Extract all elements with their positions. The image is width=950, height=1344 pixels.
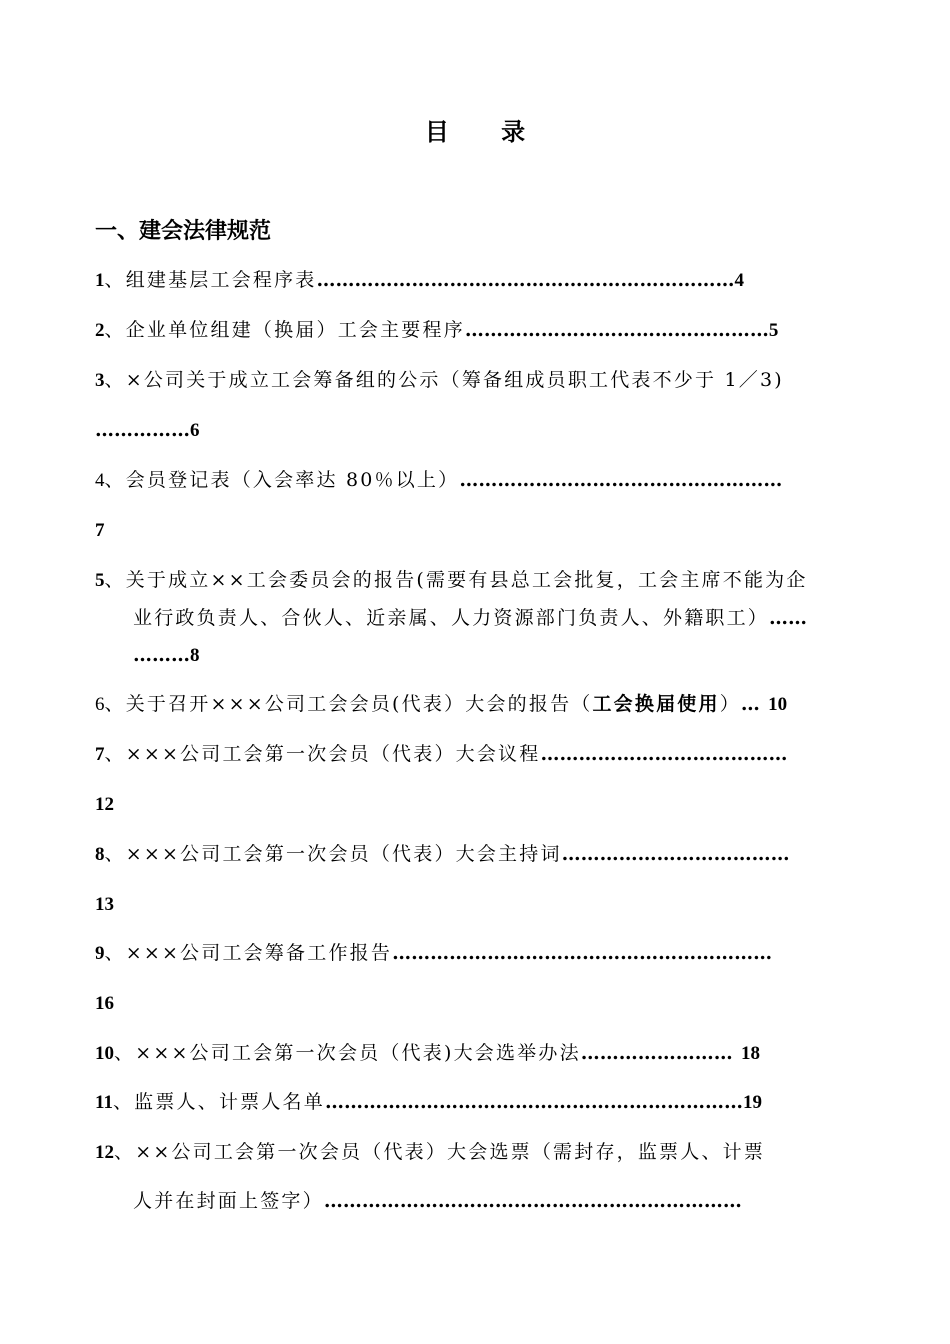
page-number: 7 <box>95 520 105 541</box>
toc-entry-3-cont[interactable] <box>95 417 865 444</box>
leader-dots: …………………………………………………… <box>392 942 773 964</box>
toc-entry-4-cont[interactable] <box>95 517 865 544</box>
toc-entry-8-cont[interactable] <box>95 891 865 918</box>
entry-number: 2 <box>95 320 105 341</box>
entry-number: 5 <box>95 570 105 591</box>
toc-entry-1[interactable] <box>95 267 865 294</box>
page-number: 12 <box>95 794 114 815</box>
toc-entry-12[interactable] <box>95 1139 865 1166</box>
toc-entry-7-cont[interactable] <box>95 791 865 818</box>
leader-dots: …………………… <box>580 1042 733 1064</box>
toc-entry-9-cont[interactable] <box>95 990 865 1017</box>
toc-entry-11[interactable] <box>95 1089 865 1116</box>
entry-text: 、×公司关于成立工会筹备组的公示（筹备组成员职工代表不少于 1／3) <box>104 369 784 391</box>
leader-dots: ………………………………………………………… <box>316 269 735 291</box>
entry-number: 9 <box>95 943 105 964</box>
toc-entry-5-line3[interactable] <box>133 642 865 669</box>
entry-text: 、×××公司工会第一次会员（代表)大会选举办法 <box>114 1042 581 1064</box>
toc-entry-5[interactable] <box>95 567 865 594</box>
page-title: 目 录 <box>424 118 548 146</box>
entry-text: 、企业单位组建（换届）工会主要程序 <box>104 319 465 341</box>
entry-text: 业行政负责人、合伙人、近亲属、人力资源部门负责人、外籍职工） <box>133 607 770 629</box>
leader-dots: ………………………………… <box>540 743 788 765</box>
page-number: 13 <box>95 894 114 915</box>
leader-dots: ………………………………………………………… <box>324 1091 743 1113</box>
page-number: 18 <box>741 1043 761 1064</box>
entry-text: 、会员登记表（入会率达 80％以上） <box>104 469 460 491</box>
section-heading: 一、建会法律规范 <box>95 219 272 244</box>
entry-emphasis: 工会换届使用 <box>592 693 720 715</box>
page-number: 19 <box>742 1092 762 1113</box>
toc-entry-4[interactable] <box>95 467 865 494</box>
page-number: 10 <box>768 694 788 715</box>
toc-entry-10[interactable] <box>95 1040 865 1067</box>
entry-text: 、关于成立××工会委员会的报告(需要有县总工会批复，工会主席不能为企 <box>104 569 808 591</box>
toc-entry-7[interactable] <box>95 741 865 768</box>
entry-text: 、××公司工会第一次会员（代表）大会选票（需封存，监票人、计票 <box>114 1141 766 1163</box>
leader-dots: … <box>740 693 760 715</box>
entry-number: 6 <box>95 694 105 715</box>
entry-text: 、监票人、计票人名单 <box>112 1091 325 1113</box>
entry-number: 12 <box>95 1142 114 1163</box>
leader-dots: ………………………………………………………… <box>323 1190 742 1212</box>
entry-number: 8 <box>95 844 105 865</box>
toc-entry-5-line2[interactable] <box>133 605 865 631</box>
leader-dots: …… <box>769 607 808 629</box>
entry-number: 7 <box>95 744 105 765</box>
entry-number: 3 <box>95 370 105 391</box>
page-number: 8 <box>190 645 200 666</box>
entry-number: 1 <box>95 270 105 291</box>
page-number: 4 <box>734 270 745 291</box>
entry-text: 、×××公司工会筹备工作报告 <box>104 942 393 964</box>
entry-text-end: ） <box>719 693 741 715</box>
page-number: 5 <box>768 320 779 341</box>
toc-entry-8[interactable] <box>95 841 865 868</box>
leader-dots: ……………………………… <box>561 843 790 865</box>
toc-entry-9[interactable] <box>95 940 865 967</box>
entry-text: 、×××公司工会第一次会员（代表）大会主持词 <box>104 843 562 865</box>
entry-text: 、×××公司工会第一次会员（代表）大会议程 <box>104 743 541 765</box>
entry-number: 11 <box>95 1092 113 1113</box>
entry-text: 、关于召开×××公司工会会员(代表）大会的报告（ <box>104 693 593 715</box>
leader-dots: …………………………………………… <box>459 469 783 491</box>
page-number: 6 <box>190 420 200 441</box>
entry-text: 、组建基层工会程序表 <box>104 269 317 291</box>
entry-number: 10 <box>95 1043 114 1064</box>
entry-number: 4 <box>95 470 105 491</box>
entry-text: 人并在封面上签字） <box>133 1190 324 1212</box>
toc-entry-3[interactable] <box>95 367 865 394</box>
toc-entry-2[interactable] <box>95 317 865 344</box>
leader-dots: ………………………………………… <box>464 319 769 341</box>
leader-dots: …………… <box>95 419 190 441</box>
toc-entry-12-line2[interactable] <box>133 1188 865 1214</box>
leader-dots: ……… <box>133 644 190 666</box>
page-number: 16 <box>95 993 114 1014</box>
toc-entry-6[interactable] <box>95 691 865 718</box>
